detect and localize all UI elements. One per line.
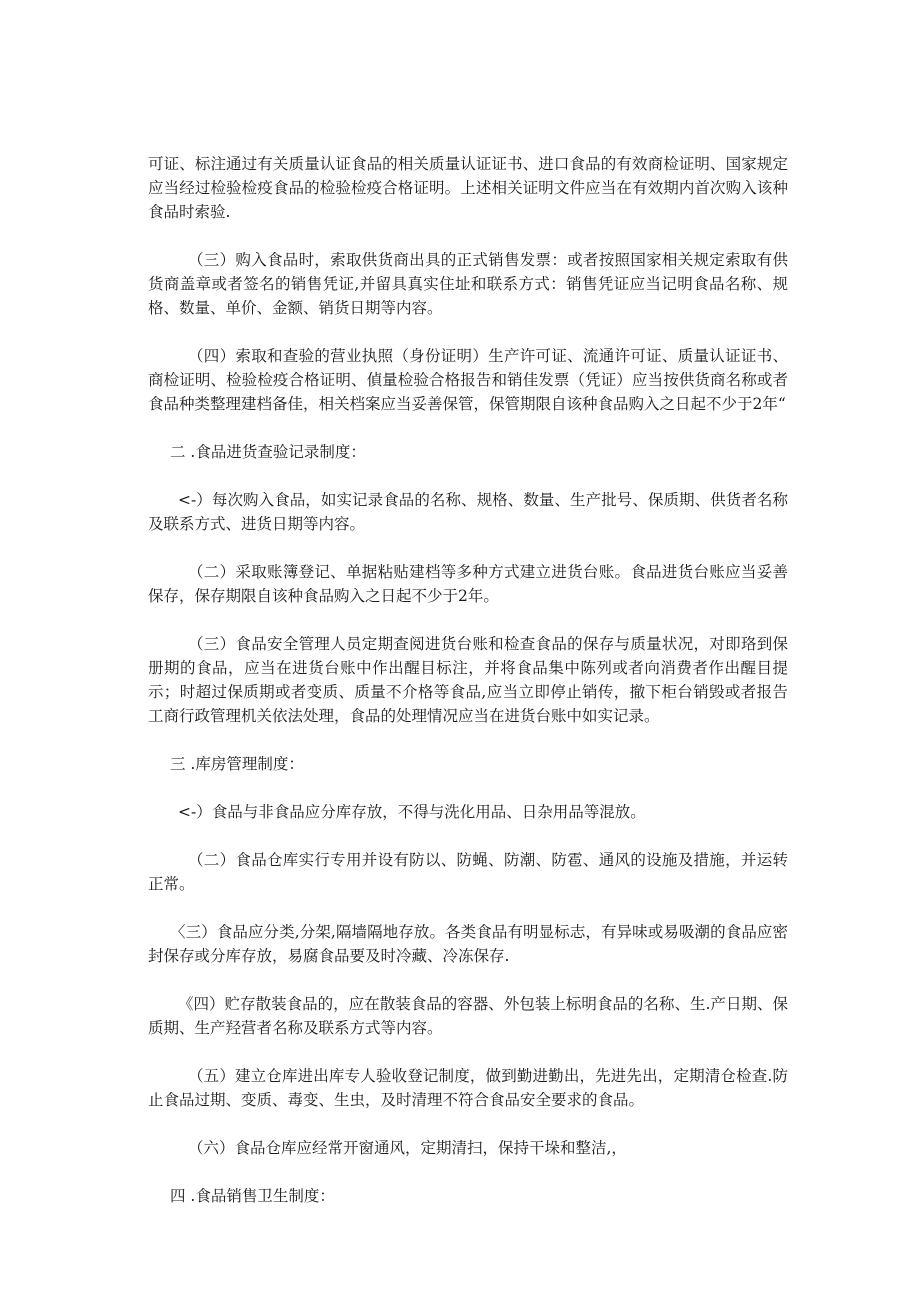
paragraph-separate-storage: <-）食品与非食品应分库存放，不得与洗化用品、日杂用品等混放。 (178, 803, 646, 821)
document-body (148, 152, 788, 1232)
paragraph-archive-records: （四）索取和查验的营业执照（身份证明）生产许可证、流通许可证、质量认证证书、商检证明、检验检疫合格证明、偵量检验合格报告和销佳发票（凭证）应当按供货商名称或者食品种类整理建档备佳，相关档案应当妥善保管，保管期限自该种食品购入之日起不少于2年“ (148, 347, 788, 413)
paragraph-purchase-record: <-）每次购入食品，如实记录食品的名称、规格、数量、生产批号、保质期、供货者名称及联系方式、进货日期等内容。 (148, 491, 788, 533)
section-heading-warehouse: 三 .库房管理制度： (170, 755, 304, 773)
paragraph-certificates-continued: 可证、标注通过有关质量认证食品的相关质量认证证书、进口食品的有效商检证明、国家规定应当经过检验检疫食品的检验检疫合格证明。上述相关证明文件应当在有效期内首次购入该种食品时索验. (148, 155, 788, 221)
paragraph-inventory-registration: （五）建立仓库进出库专人验收登记制度，做到勤进勤出，先进先出，定期清仓检查.防止食品过期、变质、毒变、生虫，及时清理不符合食品安全要求的食品。 (148, 1067, 788, 1109)
paragraph-warehouse-facilities: （二）食品仓库实行专用并设有防以、防蝇、防潮、防雹、通风的设施及措施，并运转正常。 (148, 851, 788, 893)
section-heading-sales-hygiene: 四 .食品销售卫生制度： (170, 1187, 335, 1205)
paragraph-ventilation: （六）食品仓库应经常开窗通风，定期清扫，保持干垛和整洁,， (188, 1139, 627, 1157)
paragraph-sales-invoice: （三）购入食品时，索取供货商出具的正式销售发票：或者按照国家相关规定索取有供货商盖章或者签名的销售凭证,并留具真实住址和联系方式：销售凭证应当记明食品名称、规格、数量、单价、金额、销货日期等内容。 (148, 251, 788, 317)
paragraph-bulk-food-labeling: 《四）贮存散装食品的，应在散装食品的容器、外包装上标明食品的名称、生.产日期、保质期、生产羟营者名称及联系方式等内容。 (148, 995, 788, 1037)
paragraph-purchase-ledger: （二）采取账簿登记、单据粘贴建档等多种方式建立进货台账。食品进货台账应当妥善保存，保存期限自该种食品购入之日起不少于2年。 (148, 563, 788, 605)
section-heading-purchase-inspection: 二 .食品进货查验记录制度： (170, 443, 366, 461)
paragraph-classified-storage: 〈三）食品应分类,分架,隔墙隔地存放。各类食品有明显标志，有异味或易吸潮的食品应密封保存或分库存放，易腐食品要及时冷藏、冷冻保存. (148, 923, 788, 965)
paragraph-ledger-review: （三）食品安全管理人员定期查阅进货台账和检查食品的保存与质量状况，对即珞到保册期的食品，应当在进货台账中作出醒目标注，并将食品集中陈列或者向消费者作出醒目提示；时超过保质期或者变质、质量不介格等食品,应当立即停止销传，撤下柜台销毁或者报告工商行政管理机关依法处理，食品的处理情况应当在进货台账中如实记录。 (148, 635, 788, 725)
